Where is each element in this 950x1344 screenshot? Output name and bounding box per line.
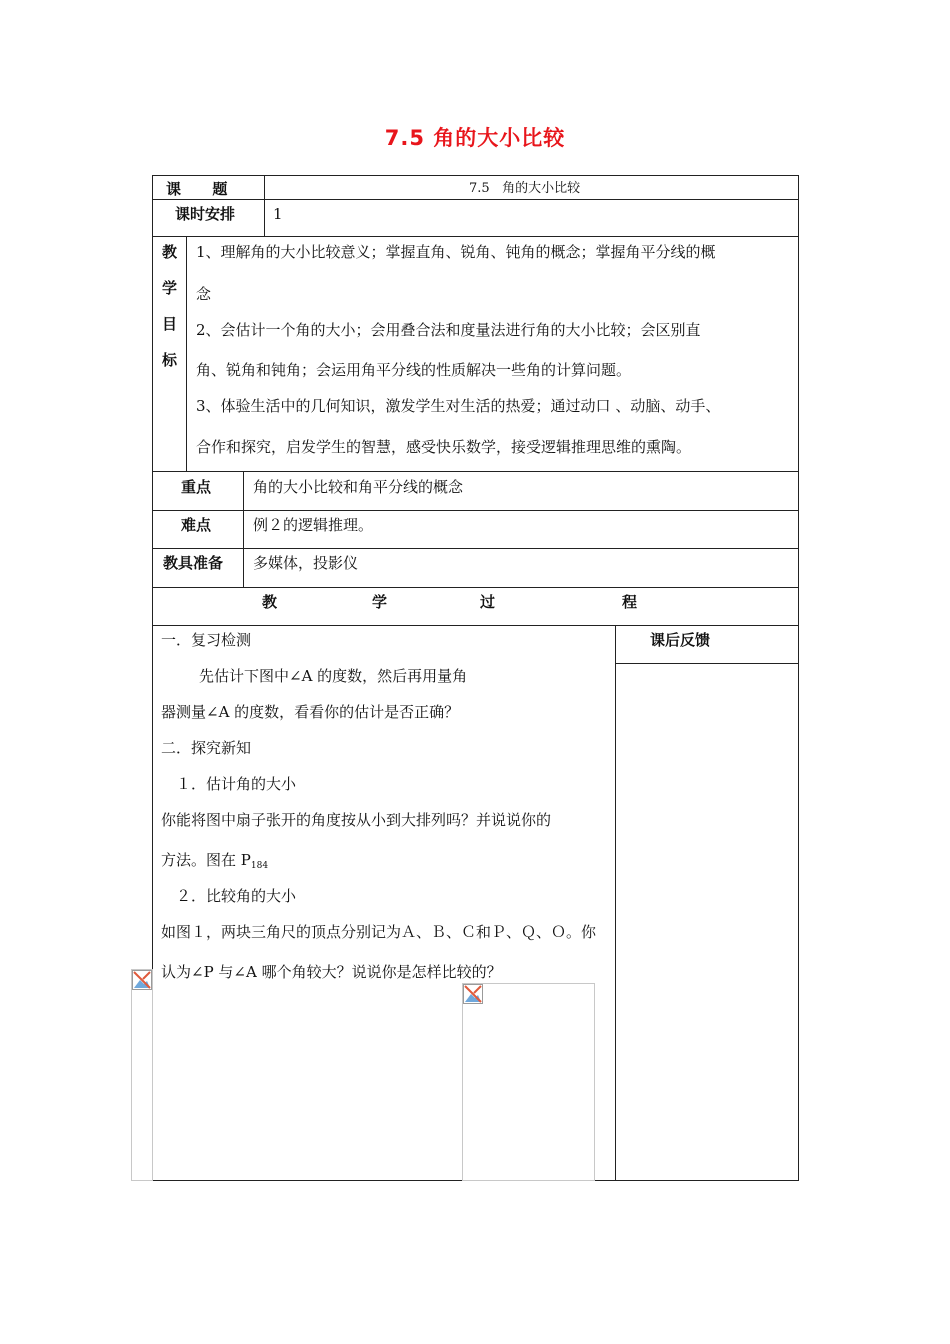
process-header-char: 教	[262, 593, 278, 611]
broken-image-icon	[463, 984, 483, 1004]
process-header-char: 程	[622, 593, 638, 611]
hours-label: 课时安排	[175, 205, 236, 223]
item1-line2-text: 方法。图在 P	[161, 851, 251, 869]
materials-label: 教具准备	[163, 554, 224, 572]
item1-title: １．估计角的大小	[176, 775, 297, 793]
key-point-label: 重点	[181, 478, 212, 496]
item1-line	[161, 851, 268, 872]
objective-line: 2、会估计一个角的大小；会用叠合法和度量法进行角的大小比较；会区别直	[196, 321, 701, 339]
item2-line: 如图１，两块三角尺的顶点分别记为Ａ、Ｂ、Ｃ和Ｐ、Ｑ、Ｏ。你	[161, 923, 597, 941]
item2-line: 认为∠P 与∠A 哪个角较大？说说你是怎样比较的？	[161, 963, 502, 981]
objectives-label-2: 学	[162, 279, 178, 297]
figure-placeholder	[462, 983, 595, 1181]
materials-value: 多媒体，投影仪	[253, 554, 359, 572]
process-header-char: 过	[480, 593, 496, 611]
difficulty-label: 难点	[181, 516, 212, 534]
figure-placeholder	[131, 969, 153, 1181]
objectives-label-4: 标	[162, 351, 178, 369]
review-line: 先估计下图中∠A 的度数，然后再用量角	[199, 667, 468, 685]
review-title: 一．复习检测	[161, 631, 252, 649]
topic-label: 课 题	[166, 180, 228, 198]
process-header-char: 学	[372, 593, 388, 611]
feedback-label: 课后反馈	[650, 631, 711, 649]
difficulty-value: 例２的逻辑推理。	[253, 516, 374, 534]
topic-value: 7.5 角的大小比较	[469, 181, 581, 196]
objectives-label-1: 教	[162, 243, 178, 261]
review-line: 器测量∠A 的度数，看看你的估计是否正确？	[161, 703, 460, 721]
page-title: 7.5 角的大小比较	[384, 126, 566, 150]
objectives-label-3: 目	[162, 315, 178, 333]
objective-line: 1、理解角的大小比较意义；掌握直角、锐角、钝角的概念；掌握角平分线的概	[196, 243, 716, 261]
key-point-value: 角的大小比较和角平分线的概念	[253, 478, 464, 496]
explore-title: 二．探究新知	[161, 739, 252, 757]
objective-line: 3、体验生活中的几何知识，激发学生对生活的热爱；通过动口 、动脑、动手、	[196, 397, 721, 415]
broken-image-icon	[132, 970, 152, 990]
objective-line: 念	[196, 285, 212, 303]
item1-line: 你能将图中扇子张开的角度按从小到大排列吗？并说说你的	[161, 811, 552, 829]
objective-line: 合作和探究，启发学生的智慧，感受快乐数学，接受逻辑推理思维的熏陶。	[196, 438, 692, 456]
page-subscript: 184	[250, 861, 269, 871]
objective-line: 角、锐角和钝角；会运用角平分线的性质解决一些角的计算问题。	[196, 361, 632, 379]
item2-title: ２．比较角的大小	[176, 887, 297, 905]
hours-value: 1	[273, 205, 283, 223]
